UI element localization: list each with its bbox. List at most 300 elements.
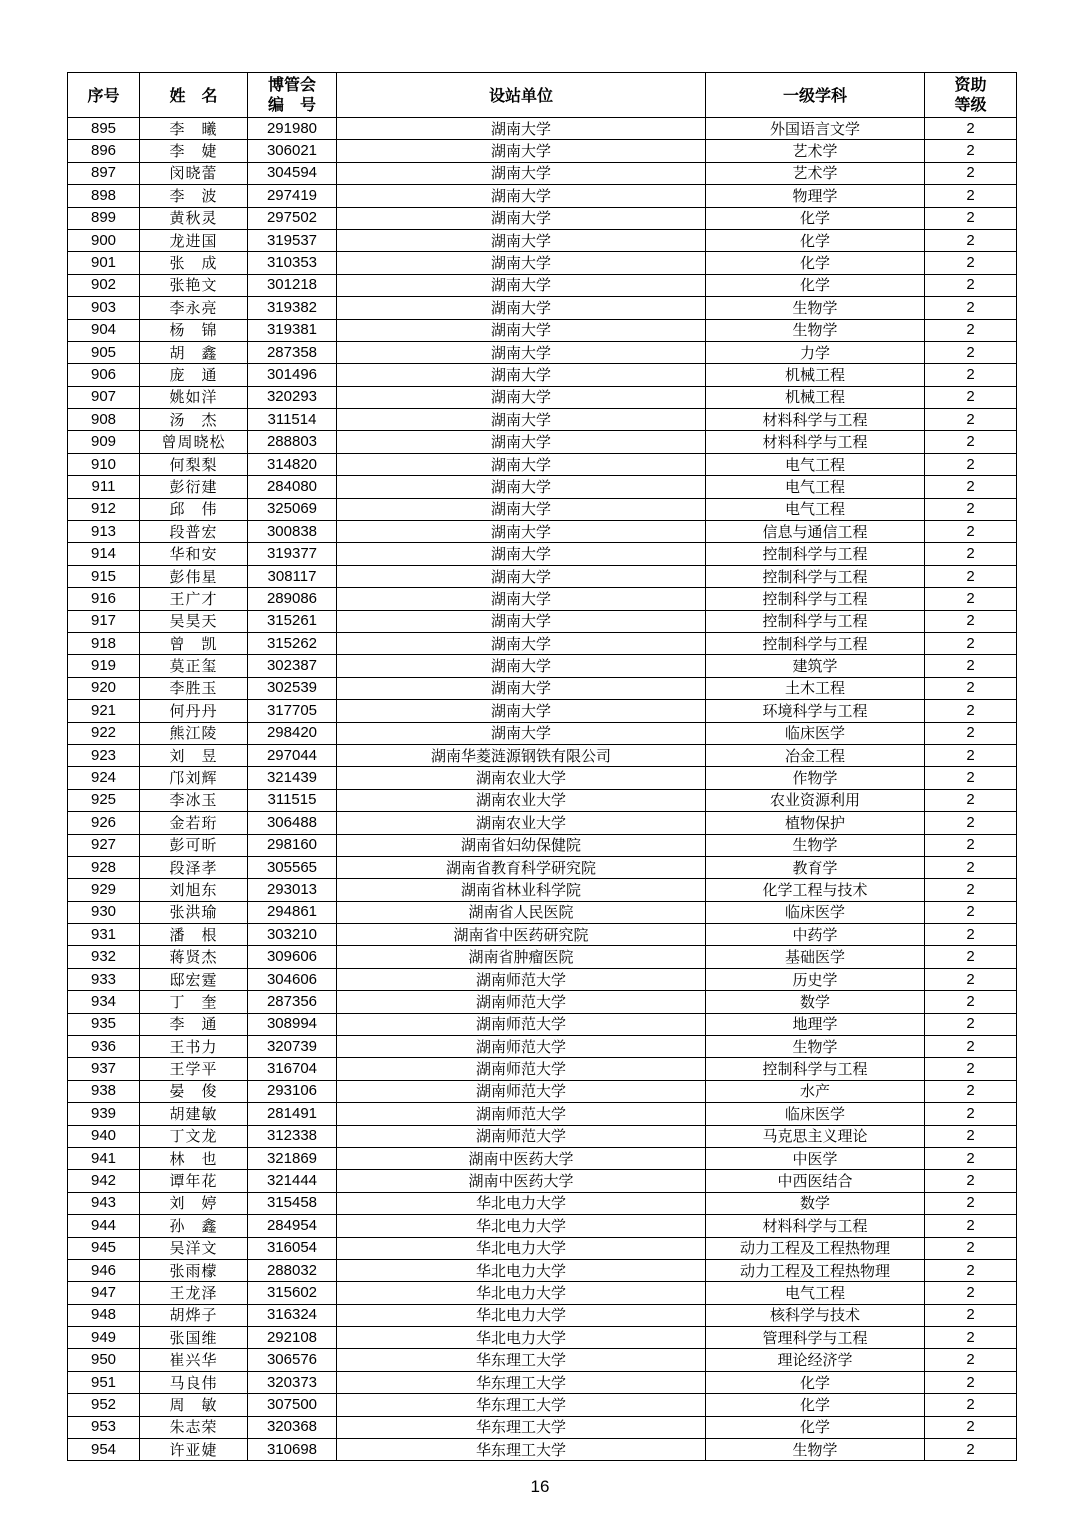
station-unit-cell: 湖南华菱涟源钢铁有限公司 bbox=[337, 744, 706, 766]
name-cell: 张雨檬 bbox=[140, 1259, 248, 1281]
funding-grade-cell: 2 bbox=[925, 722, 1017, 744]
name-cell: 闵晓蕾 bbox=[140, 162, 248, 184]
serial-number-cell: 923 bbox=[68, 744, 140, 766]
serial-number-cell: 920 bbox=[68, 677, 140, 699]
funding-grade-cell: 2 bbox=[925, 521, 1017, 543]
discipline-cell: 机械工程 bbox=[706, 386, 925, 408]
station-unit-cell: 湖南农业大学 bbox=[337, 767, 706, 789]
table-row bbox=[68, 632, 1017, 654]
discipline-cell: 理论经济学 bbox=[706, 1349, 925, 1371]
serial-number-cell: 933 bbox=[68, 968, 140, 990]
name-cell: 金若珩 bbox=[140, 812, 248, 834]
name-cell: 王书力 bbox=[140, 1036, 248, 1058]
serial-number-cell: 954 bbox=[68, 1439, 140, 1461]
serial-number-cell: 910 bbox=[68, 453, 140, 475]
discipline-cell: 基础医学 bbox=[706, 946, 925, 968]
funding-grade-cell: 2 bbox=[925, 677, 1017, 699]
serial-number-cell: 946 bbox=[68, 1259, 140, 1281]
name-cell: 彭可昕 bbox=[140, 834, 248, 856]
table-row bbox=[68, 1416, 1017, 1438]
serial-number-cell: 930 bbox=[68, 901, 140, 923]
serial-number-cell: 942 bbox=[68, 1170, 140, 1192]
discipline-cell: 材料科学与工程 bbox=[706, 409, 925, 431]
committee-code-cell: 298160 bbox=[248, 834, 337, 856]
serial-number-cell: 915 bbox=[68, 565, 140, 587]
name-cell: 刘 昱 bbox=[140, 744, 248, 766]
name-cell: 邱 伟 bbox=[140, 498, 248, 520]
header-first-level-discipline: 一级学科 bbox=[706, 73, 925, 118]
table-row bbox=[68, 297, 1017, 319]
committee-code-cell: 320293 bbox=[248, 386, 337, 408]
name-cell: 刘旭东 bbox=[140, 879, 248, 901]
table-row bbox=[68, 1371, 1017, 1393]
serial-number-cell: 929 bbox=[68, 879, 140, 901]
committee-code-cell: 281491 bbox=[248, 1103, 337, 1125]
discipline-cell: 地理学 bbox=[706, 1013, 925, 1035]
committee-code-cell: 319537 bbox=[248, 229, 337, 251]
committee-code-cell: 302387 bbox=[248, 655, 337, 677]
name-cell: 何梨梨 bbox=[140, 453, 248, 475]
station-unit-cell: 湖南大学 bbox=[337, 252, 706, 274]
station-unit-cell: 湖南大学 bbox=[337, 297, 706, 319]
discipline-cell: 临床医学 bbox=[706, 1103, 925, 1125]
committee-code-cell: 304606 bbox=[248, 968, 337, 990]
serial-number-cell: 903 bbox=[68, 297, 140, 319]
station-unit-cell: 湖南大学 bbox=[337, 207, 706, 229]
funding-grade-cell: 2 bbox=[925, 162, 1017, 184]
station-unit-cell: 湖南师范大学 bbox=[337, 1125, 706, 1147]
discipline-cell: 临床医学 bbox=[706, 722, 925, 744]
funding-grade-cell: 2 bbox=[925, 319, 1017, 341]
serial-number-cell: 919 bbox=[68, 655, 140, 677]
table-row bbox=[68, 1349, 1017, 1371]
table-row bbox=[68, 565, 1017, 587]
discipline-cell: 环境科学与工程 bbox=[706, 700, 925, 722]
table-row bbox=[68, 118, 1017, 140]
table-row bbox=[68, 140, 1017, 162]
funding-grade-cell: 2 bbox=[925, 1416, 1017, 1438]
discipline-cell: 化学 bbox=[706, 252, 925, 274]
funding-grade-cell: 2 bbox=[925, 409, 1017, 431]
name-cell: 彭衍建 bbox=[140, 476, 248, 498]
table-row bbox=[68, 252, 1017, 274]
name-cell: 丁 奎 bbox=[140, 991, 248, 1013]
funding-grade-cell: 2 bbox=[925, 431, 1017, 453]
page-number: 16 bbox=[530, 1477, 550, 1496]
name-cell: 曾周晓松 bbox=[140, 431, 248, 453]
funding-grade-cell: 2 bbox=[925, 498, 1017, 520]
station-unit-cell: 华东理工大学 bbox=[337, 1349, 706, 1371]
committee-code-cell: 301496 bbox=[248, 364, 337, 386]
name-cell: 丁文龙 bbox=[140, 1125, 248, 1147]
funding-grade-cell: 2 bbox=[925, 588, 1017, 610]
serial-number-cell: 904 bbox=[68, 319, 140, 341]
funding-grade-cell: 2 bbox=[925, 632, 1017, 654]
station-unit-cell: 华北电力大学 bbox=[337, 1259, 706, 1281]
table-row bbox=[68, 409, 1017, 431]
committee-code-cell: 315261 bbox=[248, 610, 337, 632]
funding-grade-cell: 2 bbox=[925, 185, 1017, 207]
funding-grade-cell: 2 bbox=[925, 453, 1017, 475]
table-row bbox=[68, 789, 1017, 811]
serial-number-cell: 950 bbox=[68, 1349, 140, 1371]
committee-code-cell: 298420 bbox=[248, 722, 337, 744]
funding-grade-cell: 2 bbox=[925, 1058, 1017, 1080]
serial-number-cell: 895 bbox=[68, 118, 140, 140]
discipline-cell: 材料科学与工程 bbox=[706, 431, 925, 453]
station-unit-cell: 湖南大学 bbox=[337, 498, 706, 520]
committee-code-cell: 303210 bbox=[248, 924, 337, 946]
serial-number-cell: 948 bbox=[68, 1304, 140, 1326]
station-unit-cell: 华北电力大学 bbox=[337, 1237, 706, 1259]
funding-grade-cell: 2 bbox=[925, 118, 1017, 140]
committee-code-cell: 315262 bbox=[248, 632, 337, 654]
discipline-cell: 控制科学与工程 bbox=[706, 1058, 925, 1080]
committee-code-cell: 315602 bbox=[248, 1282, 337, 1304]
table-row bbox=[68, 722, 1017, 744]
committee-code-cell: 310698 bbox=[248, 1439, 337, 1461]
discipline-cell: 动力工程及工程热物理 bbox=[706, 1259, 925, 1281]
committee-code-cell: 316704 bbox=[248, 1058, 337, 1080]
serial-number-cell: 928 bbox=[68, 856, 140, 878]
discipline-cell: 控制科学与工程 bbox=[706, 565, 925, 587]
name-cell: 邝刘辉 bbox=[140, 767, 248, 789]
name-cell: 蒋贤杰 bbox=[140, 946, 248, 968]
discipline-cell: 生物学 bbox=[706, 1036, 925, 1058]
table-row bbox=[68, 1080, 1017, 1102]
station-unit-cell: 湖南师范大学 bbox=[337, 968, 706, 990]
station-unit-cell: 湖南大学 bbox=[337, 588, 706, 610]
table-row bbox=[68, 274, 1017, 296]
table-row bbox=[68, 1327, 1017, 1349]
serial-number-cell: 907 bbox=[68, 386, 140, 408]
table-row bbox=[68, 1103, 1017, 1125]
discipline-cell: 临床医学 bbox=[706, 901, 925, 923]
name-cell: 朱志荣 bbox=[140, 1416, 248, 1438]
table-row bbox=[68, 767, 1017, 789]
name-cell: 彭伟星 bbox=[140, 565, 248, 587]
station-unit-cell: 湖南师范大学 bbox=[337, 1103, 706, 1125]
serial-number-cell: 937 bbox=[68, 1058, 140, 1080]
name-cell: 李永亮 bbox=[140, 297, 248, 319]
serial-number-cell: 898 bbox=[68, 185, 140, 207]
table-header-row bbox=[68, 73, 1017, 118]
table-row bbox=[68, 924, 1017, 946]
funding-grade-cell: 2 bbox=[925, 207, 1017, 229]
funding-grade-cell: 2 bbox=[925, 924, 1017, 946]
table-row bbox=[68, 162, 1017, 184]
serial-number-cell: 912 bbox=[68, 498, 140, 520]
funding-grade-cell: 2 bbox=[925, 1013, 1017, 1035]
funding-grade-cell: 2 bbox=[925, 565, 1017, 587]
committee-code-cell: 311515 bbox=[248, 789, 337, 811]
table-row bbox=[68, 341, 1017, 363]
table-row bbox=[68, 700, 1017, 722]
table-row bbox=[68, 185, 1017, 207]
station-unit-cell: 湖南大学 bbox=[337, 476, 706, 498]
funding-grade-cell: 2 bbox=[925, 1080, 1017, 1102]
funding-grade-cell: 2 bbox=[925, 1349, 1017, 1371]
discipline-cell: 生物学 bbox=[706, 834, 925, 856]
committee-code-cell: 307500 bbox=[248, 1394, 337, 1416]
funding-grade-cell: 2 bbox=[925, 655, 1017, 677]
table-row bbox=[68, 610, 1017, 632]
station-unit-cell: 华东理工大学 bbox=[337, 1416, 706, 1438]
funding-grade-cell: 2 bbox=[925, 1394, 1017, 1416]
name-cell: 吴昊天 bbox=[140, 610, 248, 632]
discipline-cell: 植物保护 bbox=[706, 812, 925, 834]
funding-grade-cell: 2 bbox=[925, 879, 1017, 901]
serial-number-cell: 951 bbox=[68, 1371, 140, 1393]
table-row bbox=[68, 879, 1017, 901]
discipline-cell: 电气工程 bbox=[706, 476, 925, 498]
name-cell: 张 成 bbox=[140, 252, 248, 274]
funding-grade-cell: 2 bbox=[925, 1192, 1017, 1214]
serial-number-cell: 949 bbox=[68, 1327, 140, 1349]
discipline-cell: 数学 bbox=[706, 991, 925, 1013]
discipline-cell: 电气工程 bbox=[706, 1282, 925, 1304]
serial-number-cell: 931 bbox=[68, 924, 140, 946]
station-unit-cell: 湖南大学 bbox=[337, 565, 706, 587]
committee-code-cell: 325069 bbox=[248, 498, 337, 520]
serial-number-cell: 952 bbox=[68, 1394, 140, 1416]
serial-number-cell: 947 bbox=[68, 1282, 140, 1304]
committee-code-cell: 316054 bbox=[248, 1237, 337, 1259]
station-unit-cell: 湖南大学 bbox=[337, 521, 706, 543]
committee-code-cell: 308117 bbox=[248, 565, 337, 587]
funding-grade-cell: 2 bbox=[925, 812, 1017, 834]
committee-code-cell: 306021 bbox=[248, 140, 337, 162]
discipline-cell: 力学 bbox=[706, 341, 925, 363]
name-cell: 张洪瑜 bbox=[140, 901, 248, 923]
name-cell: 潘 根 bbox=[140, 924, 248, 946]
committee-code-cell: 312338 bbox=[248, 1125, 337, 1147]
header-funding-grade-line1: 资助 bbox=[954, 75, 987, 94]
station-unit-cell: 湖南大学 bbox=[337, 453, 706, 475]
table-row bbox=[68, 453, 1017, 475]
name-cell: 孙 鑫 bbox=[140, 1215, 248, 1237]
station-unit-cell: 湖南师范大学 bbox=[337, 991, 706, 1013]
discipline-cell: 生物学 bbox=[706, 319, 925, 341]
discipline-cell: 建筑学 bbox=[706, 655, 925, 677]
committee-code-cell: 293013 bbox=[248, 879, 337, 901]
discipline-cell: 化学 bbox=[706, 229, 925, 251]
discipline-cell: 历史学 bbox=[706, 968, 925, 990]
name-cell: 崔兴华 bbox=[140, 1349, 248, 1371]
station-unit-cell: 湖南农业大学 bbox=[337, 789, 706, 811]
name-cell: 庞 通 bbox=[140, 364, 248, 386]
station-unit-cell: 湖南大学 bbox=[337, 700, 706, 722]
name-cell: 张国维 bbox=[140, 1327, 248, 1349]
table-row bbox=[68, 1394, 1017, 1416]
station-unit-cell: 湖南省教育科学研究院 bbox=[337, 856, 706, 878]
serial-number-cell: 943 bbox=[68, 1192, 140, 1214]
serial-number-cell: 925 bbox=[68, 789, 140, 811]
serial-number-cell: 922 bbox=[68, 722, 140, 744]
station-unit-cell: 湖南大学 bbox=[337, 386, 706, 408]
serial-number-cell: 906 bbox=[68, 364, 140, 386]
serial-number-cell: 896 bbox=[68, 140, 140, 162]
serial-number-cell: 899 bbox=[68, 207, 140, 229]
station-unit-cell: 湖南省中医药研究院 bbox=[337, 924, 706, 946]
discipline-cell: 化学 bbox=[706, 1416, 925, 1438]
name-cell: 姚如洋 bbox=[140, 386, 248, 408]
station-unit-cell: 华东理工大学 bbox=[337, 1371, 706, 1393]
serial-number-cell: 939 bbox=[68, 1103, 140, 1125]
station-unit-cell: 湖南大学 bbox=[337, 140, 706, 162]
committee-code-cell: 294861 bbox=[248, 901, 337, 923]
table-row bbox=[68, 207, 1017, 229]
discipline-cell: 化学 bbox=[706, 207, 925, 229]
station-unit-cell: 湖南省肿瘤医院 bbox=[337, 946, 706, 968]
station-unit-cell: 湖南省林业科学院 bbox=[337, 879, 706, 901]
discipline-cell: 艺术学 bbox=[706, 162, 925, 184]
discipline-cell: 控制科学与工程 bbox=[706, 610, 925, 632]
station-unit-cell: 湖南大学 bbox=[337, 543, 706, 565]
name-cell: 许亚婕 bbox=[140, 1439, 248, 1461]
committee-code-cell: 293106 bbox=[248, 1080, 337, 1102]
station-unit-cell: 湖南农业大学 bbox=[337, 812, 706, 834]
station-unit-cell: 湖南大学 bbox=[337, 677, 706, 699]
funding-grade-cell: 2 bbox=[925, 610, 1017, 632]
table-row bbox=[68, 1237, 1017, 1259]
station-unit-cell: 湖南大学 bbox=[337, 185, 706, 207]
header-name: 姓 名 bbox=[140, 73, 248, 118]
name-cell: 汤 杰 bbox=[140, 409, 248, 431]
discipline-cell: 化学 bbox=[706, 1371, 925, 1393]
committee-code-cell: 306488 bbox=[248, 812, 337, 834]
station-unit-cell: 湖南省妇幼保健院 bbox=[337, 834, 706, 856]
station-unit-cell: 湖南大学 bbox=[337, 610, 706, 632]
committee-code-cell: 288803 bbox=[248, 431, 337, 453]
discipline-cell: 控制科学与工程 bbox=[706, 543, 925, 565]
committee-code-cell: 284080 bbox=[248, 476, 337, 498]
table-row bbox=[68, 543, 1017, 565]
committee-code-cell: 292108 bbox=[248, 1327, 337, 1349]
committee-code-cell: 316324 bbox=[248, 1304, 337, 1326]
discipline-cell: 控制科学与工程 bbox=[706, 632, 925, 654]
discipline-cell: 马克思主义理论 bbox=[706, 1125, 925, 1147]
funding-grade-cell: 2 bbox=[925, 1371, 1017, 1393]
funding-grade-cell: 2 bbox=[925, 991, 1017, 1013]
table-row bbox=[68, 812, 1017, 834]
committee-code-cell: 319382 bbox=[248, 297, 337, 319]
name-cell: 马良伟 bbox=[140, 1371, 248, 1393]
funding-list-table bbox=[67, 72, 1017, 1461]
serial-number-cell: 927 bbox=[68, 834, 140, 856]
funding-grade-cell: 2 bbox=[925, 1439, 1017, 1461]
funding-grade-cell: 2 bbox=[925, 297, 1017, 319]
committee-code-cell: 308994 bbox=[248, 1013, 337, 1035]
name-cell: 李胜玉 bbox=[140, 677, 248, 699]
serial-number-cell: 934 bbox=[68, 991, 140, 1013]
name-cell: 何丹丹 bbox=[140, 700, 248, 722]
table-row bbox=[68, 1439, 1017, 1461]
table-row bbox=[68, 1147, 1017, 1169]
name-cell: 李 曦 bbox=[140, 118, 248, 140]
serial-number-cell: 938 bbox=[68, 1080, 140, 1102]
funding-grade-cell: 2 bbox=[925, 252, 1017, 274]
committee-code-cell: 310353 bbox=[248, 252, 337, 274]
funding-grade-cell: 2 bbox=[925, 1327, 1017, 1349]
discipline-cell: 电气工程 bbox=[706, 498, 925, 520]
table-row bbox=[68, 1282, 1017, 1304]
funding-grade-cell: 2 bbox=[925, 700, 1017, 722]
name-cell: 莫正玺 bbox=[140, 655, 248, 677]
header-station-unit: 设站单位 bbox=[337, 73, 706, 118]
serial-number-cell: 945 bbox=[68, 1237, 140, 1259]
table-row bbox=[68, 744, 1017, 766]
funding-grade-cell: 2 bbox=[925, 1103, 1017, 1125]
table-row bbox=[68, 655, 1017, 677]
table-row bbox=[68, 521, 1017, 543]
name-cell: 曾 凯 bbox=[140, 632, 248, 654]
serial-number-cell: 936 bbox=[68, 1036, 140, 1058]
station-unit-cell: 湖南大学 bbox=[337, 319, 706, 341]
name-cell: 华和安 bbox=[140, 543, 248, 565]
table-body bbox=[68, 118, 1017, 1461]
funding-grade-cell: 2 bbox=[925, 1215, 1017, 1237]
committee-code-cell: 320368 bbox=[248, 1416, 337, 1438]
committee-code-cell: 321444 bbox=[248, 1170, 337, 1192]
funding-grade-cell: 2 bbox=[925, 856, 1017, 878]
committee-code-cell: 319381 bbox=[248, 319, 337, 341]
funding-grade-cell: 2 bbox=[925, 386, 1017, 408]
discipline-cell: 动力工程及工程热物理 bbox=[706, 1237, 925, 1259]
funding-grade-cell: 2 bbox=[925, 140, 1017, 162]
station-unit-cell: 华北电力大学 bbox=[337, 1192, 706, 1214]
discipline-cell: 生物学 bbox=[706, 297, 925, 319]
funding-grade-cell: 2 bbox=[925, 1282, 1017, 1304]
committee-code-cell: 297044 bbox=[248, 744, 337, 766]
table-row bbox=[68, 968, 1017, 990]
discipline-cell: 化学 bbox=[706, 1394, 925, 1416]
name-cell: 晏 俊 bbox=[140, 1080, 248, 1102]
committee-code-cell: 319377 bbox=[248, 543, 337, 565]
funding-grade-cell: 2 bbox=[925, 901, 1017, 923]
station-unit-cell: 湖南大学 bbox=[337, 118, 706, 140]
serial-number-cell: 900 bbox=[68, 229, 140, 251]
table-row bbox=[68, 588, 1017, 610]
header-serial-number: 序号 bbox=[68, 73, 140, 118]
serial-number-cell: 897 bbox=[68, 162, 140, 184]
committee-code-cell: 314820 bbox=[248, 453, 337, 475]
station-unit-cell: 湖南大学 bbox=[337, 655, 706, 677]
name-cell: 刘 婷 bbox=[140, 1192, 248, 1214]
committee-code-cell: 321439 bbox=[248, 767, 337, 789]
station-unit-cell: 湖南大学 bbox=[337, 632, 706, 654]
table-row bbox=[68, 856, 1017, 878]
committee-code-cell: 301218 bbox=[248, 274, 337, 296]
funding-grade-cell: 2 bbox=[925, 1304, 1017, 1326]
table-row bbox=[68, 1170, 1017, 1192]
committee-code-cell: 305565 bbox=[248, 856, 337, 878]
table-row bbox=[68, 364, 1017, 386]
committee-code-cell: 297502 bbox=[248, 207, 337, 229]
discipline-cell: 冶金工程 bbox=[706, 744, 925, 766]
name-cell: 李 波 bbox=[140, 185, 248, 207]
serial-number-cell: 953 bbox=[68, 1416, 140, 1438]
discipline-cell: 化学工程与技术 bbox=[706, 879, 925, 901]
funding-grade-cell: 2 bbox=[925, 789, 1017, 811]
name-cell: 王学平 bbox=[140, 1058, 248, 1080]
committee-code-cell: 300838 bbox=[248, 521, 337, 543]
table-row bbox=[68, 946, 1017, 968]
discipline-cell: 中西医结合 bbox=[706, 1170, 925, 1192]
table-row bbox=[68, 476, 1017, 498]
station-unit-cell: 湖南大学 bbox=[337, 722, 706, 744]
serial-number-cell: 935 bbox=[68, 1013, 140, 1035]
